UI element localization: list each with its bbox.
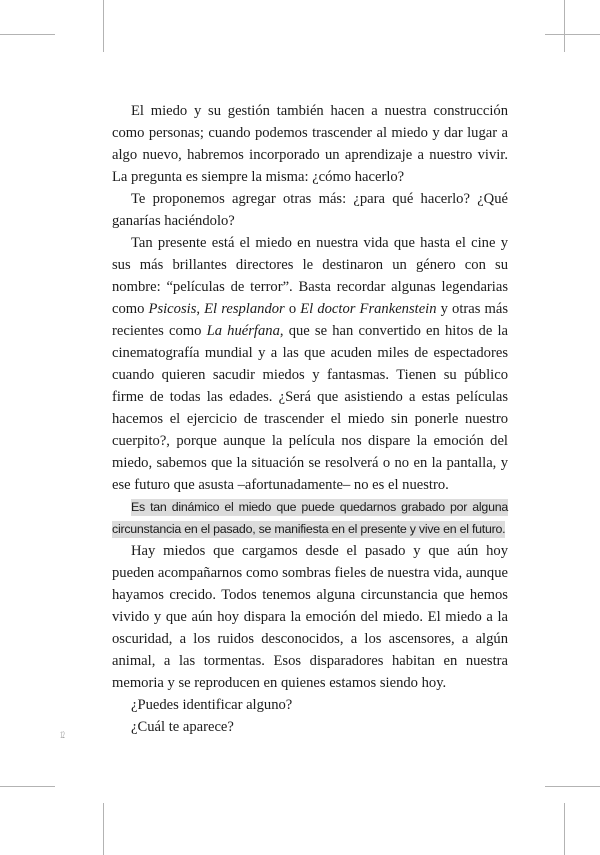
pull-quote [112, 496, 508, 540]
crop-mark-bottom-right-vertical [564, 803, 565, 855]
crop-mark-bottom-left-vertical [103, 803, 104, 855]
paragraph-5: Hay miedos que cargamos desde el pasado y que aún hoy pueden acompañarnos como sombras fieles de nuestra vida, aunque hayamos crecido. Todos tenemos alguna circunstancia que hemos vivido y que aún hoy dispara la emoción del miedo. El miedo a la oscuridad, a los ruidos desconocidos, a los ascensores, a algún animal, a las tormentas. Esos disparadores habitan en nuestra memoria y se reproducen en quienes estamos siendo hoy. [112, 543, 508, 691]
film-title-psicosis: Psicosis [148, 301, 197, 317]
question-1: ¿Puedes identificar alguno? [131, 697, 293, 713]
paragraph-3-middle: y otras más recientes como [112, 301, 509, 339]
film-title-la-huerfana: La huérfana [206, 323, 280, 339]
page-text-block [112, 100, 508, 738]
crop-mark-bottom-left-horizontal [0, 786, 55, 787]
separator-2: o [284, 301, 301, 317]
paragraph-3-lead: Tan presente está el miedo en nuestra vida que hasta el cine y sus más brillantes directores le destinaron un género con su nombre: “películas de terror”. Basta recordar algunas legendarias como [112, 235, 508, 317]
paragraph-3-tail: , que se han convertido en hitos de la cinematografía mundial y a las que acuden miles de espectadores cuando quieren sacudir miedos y fantasmas. Tienen su público firme de todas las edades. ¿Será que asistiendo a estas películas hacemos el ejercicio de trascender el miedo sin ponerle nuestro cuerpito?, porque aunque la película nos dispare la emoción del miedo, sabemos que la situación se resolverá o no en la pantalla, y ese futuro que asusta –afortunadamente– no es el nuestro. [112, 323, 508, 493]
crop-mark-bottom-right-horizontal [545, 786, 600, 787]
pull-quote-highlighted-text: Es tan dinámico el miedo que puede quedarnos grabado por alguna circunstancia en el pasado, se manifiesta en el presente y vive en el futuro. [112, 500, 508, 536]
paragraph-2: Te proponemos agregar otras más: ¿para qué hacerlo? ¿Qué ganarías haciéndolo? [112, 191, 508, 229]
film-title-el-doctor-frankenstein: El doctor Frankenstein [300, 301, 437, 317]
separator-1: , [196, 301, 205, 317]
paragraph-1: El miedo y su gestión también hacen a nuestra construcción como personas; cuando podemos trascender al miedo y dar lugar a algo nuevo, habremos incorporado un aprendizaje a nuestro vivir. La pregunta es siempre la misma: ¿cómo hacerlo? [112, 103, 508, 185]
paragraph-3 [112, 232, 508, 496]
crop-mark-top-right-horizontal [545, 34, 600, 35]
page-number: 12 [60, 730, 65, 740]
crop-mark-top-right-vertical [564, 0, 565, 52]
film-title-el-resplandor: El resplandor [204, 301, 285, 317]
crop-mark-top-left-horizontal [0, 34, 55, 35]
question-2: ¿Cuál te aparece? [131, 719, 234, 735]
crop-mark-top-left-vertical [103, 0, 104, 52]
